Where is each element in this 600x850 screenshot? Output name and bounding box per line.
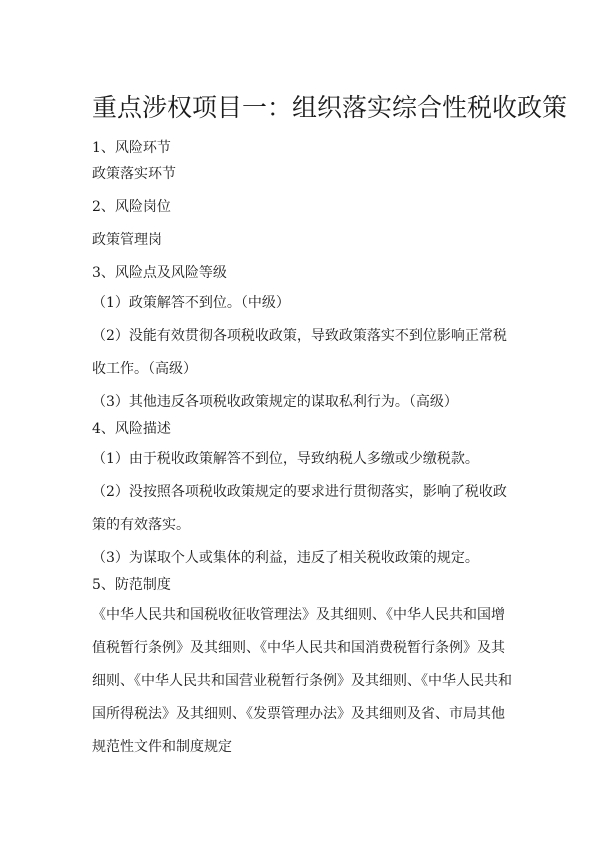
section-3-heading: 3、风险点及风险等级	[92, 265, 227, 281]
section-4-item-1: （1）由于税收政策解答不到位，导致纳税人多缴或少缴税款。	[92, 451, 479, 467]
section-1-text: 政策落实环节	[92, 166, 176, 182]
section-3-item-2: （2）没能有效贯彻各项税收政策，导致政策落实不到位影响正常税收工作。（高级）	[92, 328, 507, 377]
section-3-item-3: （3）其他违反各项税收政策规定的谋取私利行为。（高级）	[92, 394, 458, 410]
document-title: 重点涉权项目一：组织落实综合性税收政策	[92, 93, 568, 122]
section-1-heading: 1、风险环节	[92, 140, 171, 156]
section-4-item-2: （2）没按照各项税收政策规定的要求进行贯彻落实，影响了税收政策的有效落实。	[92, 484, 507, 533]
section-5-heading: 5、防范制度	[92, 577, 171, 593]
section-4-heading: 4、风险描述	[92, 421, 171, 437]
section-2-text: 政策管理岗	[92, 232, 162, 248]
section-5-text: 《中华人民共和国税收征收管理法》及其细则、《中华人民共和国增值税暂行条例》及其细则、《中华人民共和国消费税暂行条例》及其细则、《中华人民共和国营业税暂行条例》及其细则、《中华人民共和国所得税法》及其细则、《发票管理办法》及其细则及省、市局其他规范性文件和制度规定	[92, 607, 512, 755]
section-3-item-1: （1）政策解答不到位。（中级）	[92, 295, 290, 311]
section-2-heading: 2、风险岗位	[92, 199, 171, 215]
section-4-item-3: （3）为谋取个人或集体的利益，违反了相关税收政策的规定。	[92, 550, 479, 566]
